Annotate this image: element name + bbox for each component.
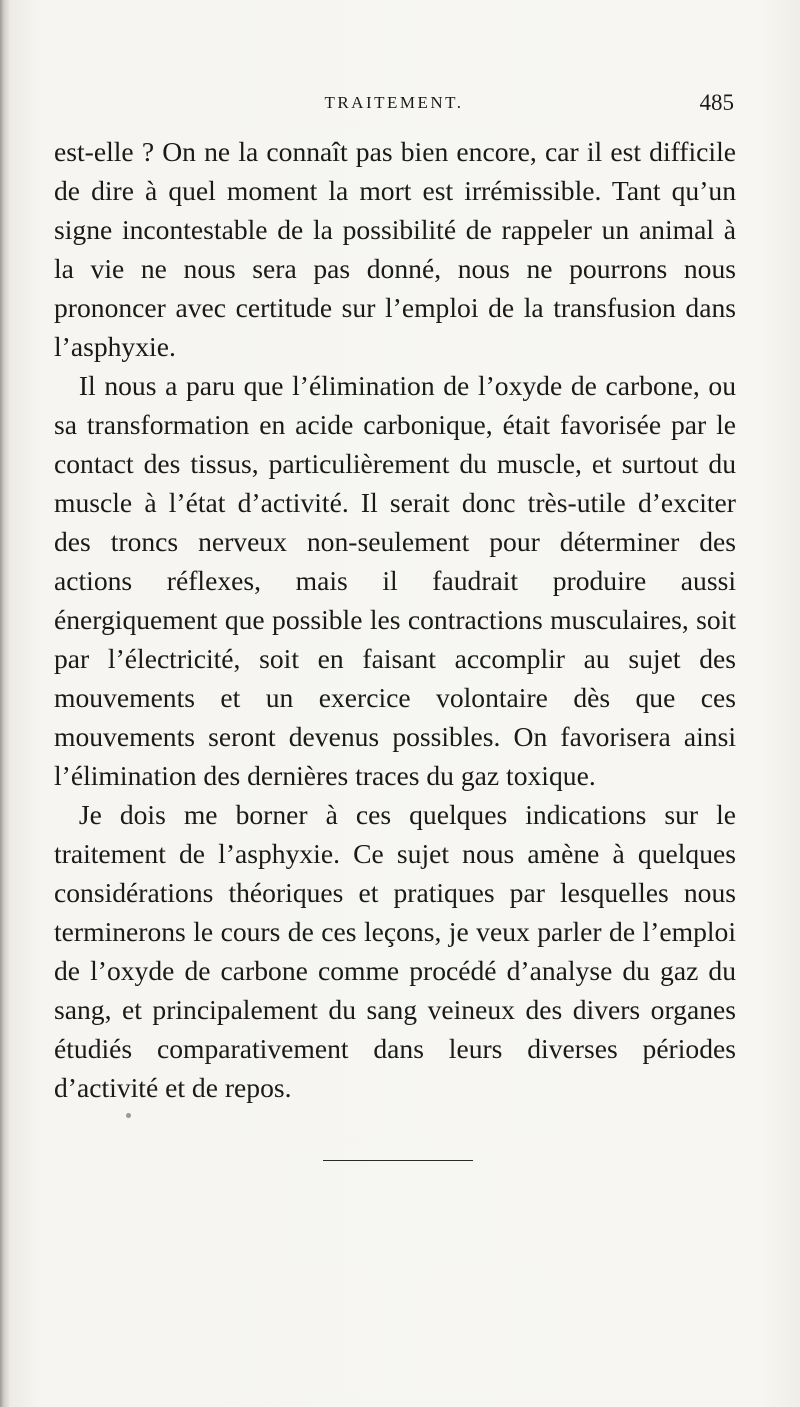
paragraph-2: Il nous a paru que l’élimination de l’oxyde de carbone, ou sa transformation en acide carbonique, était favorisée par le contact des tissus, particulièrement du muscle, et surtout du muscle à l’état d’activité. Il serait donc très-utile d’exciter des troncs nerveux non-seulement pour déterminer des actions réflexes, mais il faudrait produire aussi énergiquement que possible les contractions musculaires, soit par l’électricité, soit en faisant accomplir au sujet des mouvements et un exercice volontaire dès que ces mouvements seront devenus possibles. On favorisera ainsi l’élimination des dernières traces du gaz toxique.: [54, 370, 736, 791]
ink-speck: [126, 1113, 131, 1118]
page-number: 485: [699, 90, 734, 115]
paragraph-1: est-elle ? On ne la connaît pas bien encore, car il est difficile de dire à quel moment la mort est irrémissible. Tant qu’un signe incontestable de la possibilité de rappeler un animal à la vie ne nous sera pas donné, nous ne pourrons nous prononcer avec certitude sur l’emploi de la transfusion dans l’asphyxie.: [54, 136, 736, 362]
running-head: [54, 90, 734, 116]
end-rule: [323, 1160, 473, 1161]
binding-edge: [0, 0, 10, 1407]
paragraph-3: Je dois me borner à ces quelques indications sur le traitement de l’asphyxie. Ce sujet nous amène à quelques considérations théoriques et pratiques par lesquelles nous terminerons le cours de ces leçons, je veux parler de l’emploi de l’oxyde de carbone comme procédé d’analyse du gaz du sang, et principalement du sang veineux des divers organes étudiés comparativement dans leurs diverses périodes d’activité et de repos.: [54, 799, 736, 1103]
body-text: [54, 132, 736, 1107]
running-title: TRAITEMENT.: [324, 93, 464, 112]
